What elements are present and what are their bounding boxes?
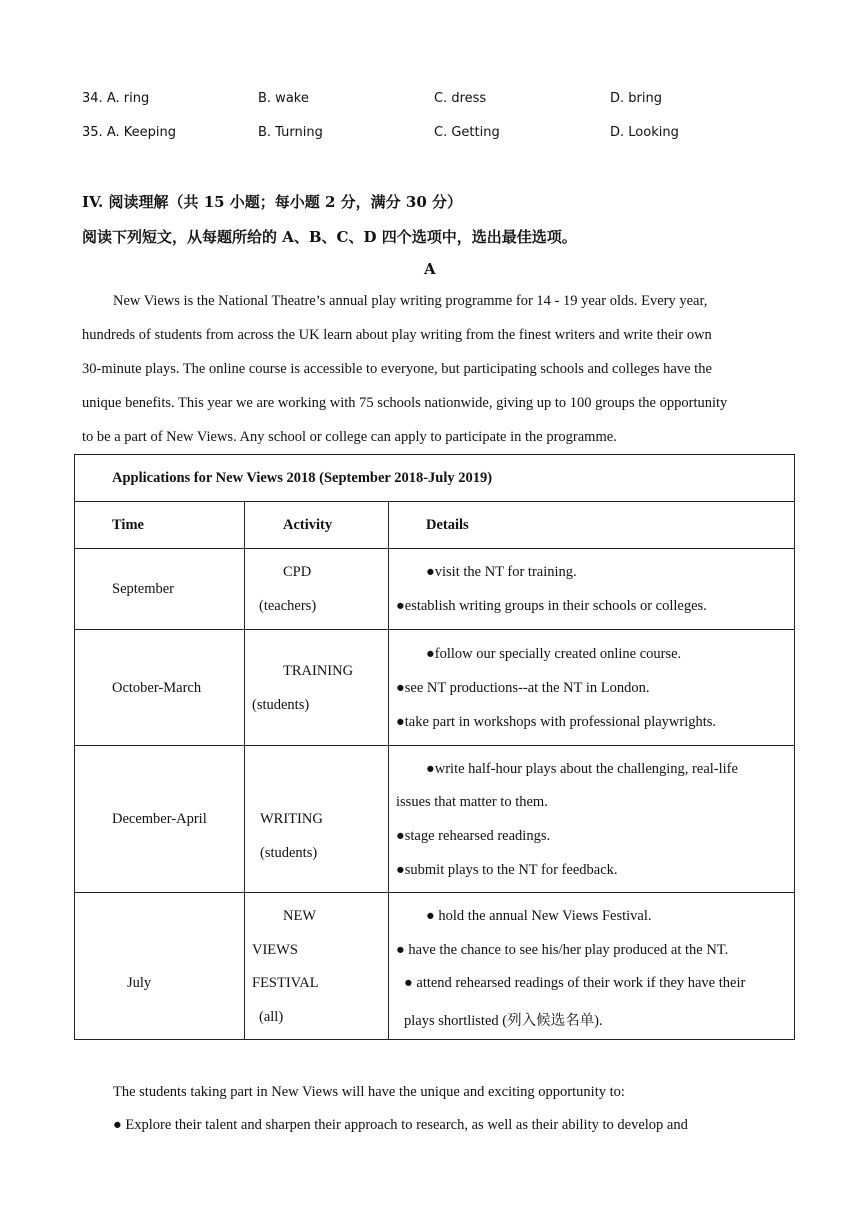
outro-line: The students taking part in New Views will have the unique and exciting opportunity to: <box>113 1084 625 1100</box>
row-activity: NEW <box>283 908 317 924</box>
table-title: Applications for New Views 2018 (September 2018-July 2019) <box>112 470 493 486</box>
section-instruction: 阅读下列短文，从每题所给的 A、B、C、D 四个选项中，选出最佳选项。 <box>82 228 577 246</box>
option-35-d: D. Looking <box>610 125 679 140</box>
row-activity: (all) <box>259 1009 284 1025</box>
section-heading: IV. 阅读理解（共 15 小题；每小题 2 分，满分 30 分） <box>82 193 462 211</box>
intro-line: 30-minute plays. The online course is accessible to everyone, but participating schools and colleges have the <box>82 361 712 377</box>
row-detail: ●submit plays to the NT for feedback. <box>396 862 618 878</box>
option-34-c: C. dress <box>434 91 487 106</box>
row-activity: TRAINING <box>283 663 354 679</box>
intro-line: to be a part of New Views. Any school or college can apply to participate in the programme. <box>82 429 617 445</box>
row-activity: CPD <box>283 564 312 580</box>
header-activity: Activity <box>283 517 333 533</box>
header-time: Time <box>112 517 144 533</box>
row-time: October-March <box>112 680 202 696</box>
row-detail: issues that matter to them. <box>396 794 548 810</box>
row-detail: ●establish writing groups in their schools or colleges. <box>396 598 707 614</box>
row-time: July <box>127 975 152 991</box>
row-activity: VIEWS <box>252 942 298 958</box>
row-detail: ●stage rehearsed readings. <box>396 828 551 844</box>
option-35-c: C. Getting <box>434 125 500 140</box>
row-detail: ● have the chance to see his/her play produced at the NT. <box>396 942 729 958</box>
option-34-b: B. wake <box>258 91 309 106</box>
row-detail: ● attend rehearsed readings of their work if they have their <box>404 975 746 991</box>
row-time: December-April <box>112 811 207 827</box>
option-35-a: 35. A. Keeping <box>82 125 176 140</box>
option-34-a: 34. A. ring <box>82 91 150 106</box>
row-activity: (students) <box>252 697 310 713</box>
row-detail: plays shortlisted (列入候选名单). <box>404 1013 603 1029</box>
row-activity: FESTIVAL <box>252 975 319 991</box>
passage-label: A <box>424 260 436 278</box>
row-activity: (students) <box>260 845 318 861</box>
option-34-d: D. bring <box>610 91 662 106</box>
row-detail: ●see NT productions--at the NT in London. <box>396 680 650 696</box>
row-detail: ● hold the annual New Views Festival. <box>426 908 652 924</box>
row-time: September <box>112 581 175 597</box>
outro-line: ● Explore their talent and sharpen their approach to research, as well as their ability to develop and <box>113 1117 688 1133</box>
row-detail: ●write half-hour plays about the challenging, real-life <box>426 761 738 777</box>
option-35-b: B. Turning <box>258 125 323 140</box>
row-activity: WRITING <box>260 811 323 827</box>
intro-line: hundreds of students from across the UK learn about play writing from the finest writers and write their own <box>82 327 712 343</box>
row-detail: ●follow our specially created online course. <box>426 646 682 662</box>
row-detail: ●visit the NT for training. <box>426 564 577 580</box>
header-details: Details <box>426 517 469 533</box>
row-activity: (teachers) <box>259 598 317 614</box>
row-detail: ●take part in workshops with professional playwrights. <box>396 714 717 730</box>
intro-line: unique benefits. This year we are working with 75 schools nationwide, giving up to 100 groups the opportunity <box>82 395 728 411</box>
intro-line: New Views is the National Theatre’s annual play writing programme for 14 - 19 year olds. Every year, <box>113 293 708 309</box>
